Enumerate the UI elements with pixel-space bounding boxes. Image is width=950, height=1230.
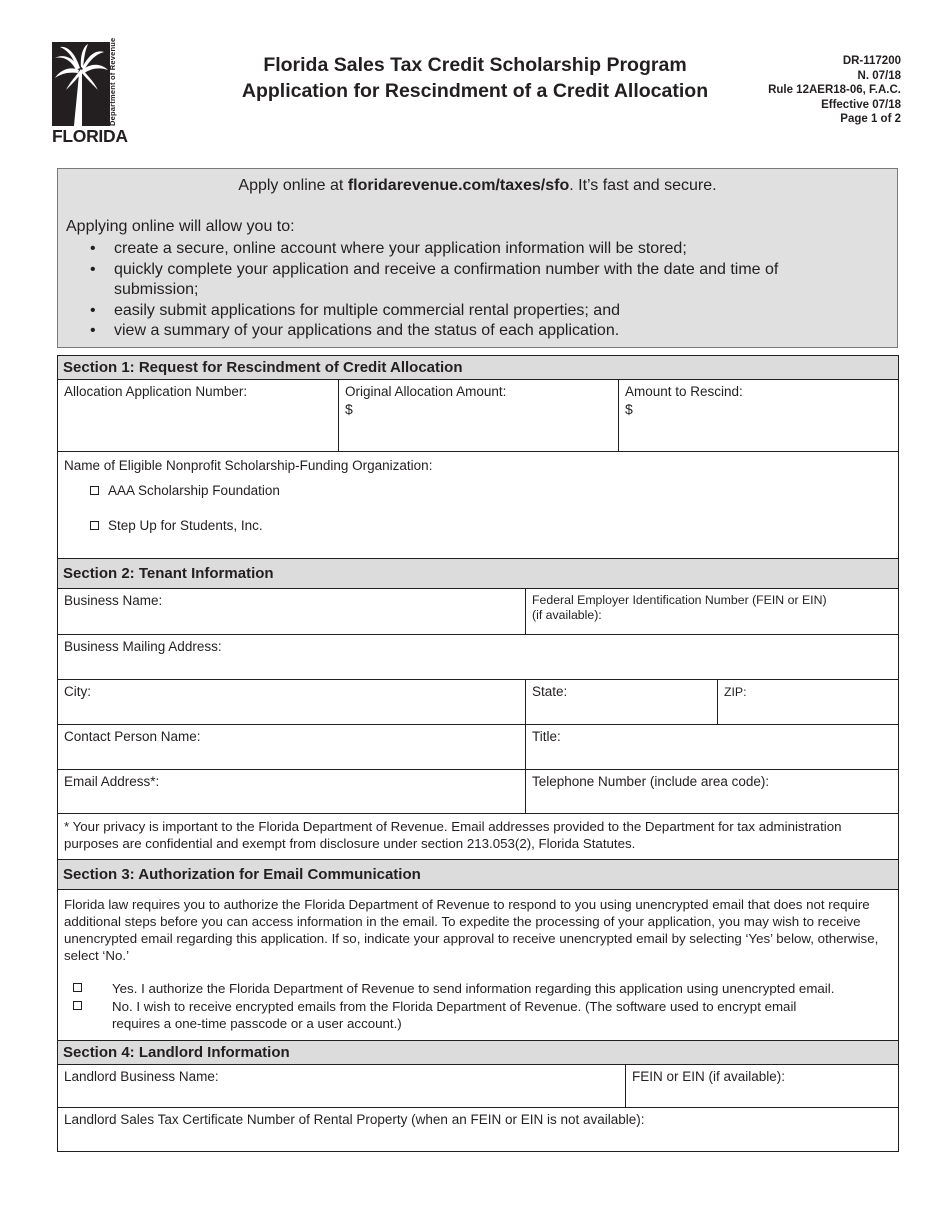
contact-name-field[interactable]: Contact Person Name: — [64, 729, 201, 744]
zip-field[interactable]: ZIP: — [717, 680, 898, 724]
amount-rescind-field[interactable]: Amount to Rescind: $ — [618, 380, 898, 451]
original-amount-field[interactable]: Original Allocation Amount: $ — [338, 380, 618, 451]
allocation-number-field[interactable]: Allocation Application Number: — [64, 384, 248, 399]
authorization-paragraph: Florida law requires you to authorize the Florida Department of Revenue to respond to you using unencrypted email that does not require additional steps before you can access information in the email. To expedite the processing of your application, you may wish to receive unencrypted email regarding this application. If so, indicate your approval to receive unencrypted email by selecting ‘Yes’ below, otherwise, select ‘No.’ — [64, 897, 879, 963]
email-phone-row — [58, 770, 898, 814]
checkbox-icon[interactable] — [90, 486, 99, 495]
certificate-number-field[interactable]: Landlord Sales Tax Certificate Number of Rental Property (when an FEIN or EIN is not available): — [64, 1112, 645, 1127]
form-identifier — [768, 54, 901, 127]
privacy-note: * Your privacy is important to the Florida Department of Revenue. Email addresses provided to the Department for tax administration purposes are confidential and exempt from disclosure under section 213.053(2), Florida Statutes. — [64, 819, 842, 851]
checkbox-icon[interactable] — [90, 521, 99, 530]
list-item: • view a summary of your applications and the status of each application. — [66, 321, 866, 342]
logo-wordmark: FLORIDA — [52, 126, 128, 146]
city-field[interactable]: City: — [64, 684, 91, 699]
list-item: • create a secure, online account where your application information will be stored; — [66, 239, 866, 260]
page-number: Page 1 of 2 — [840, 113, 901, 125]
contact-title-field[interactable]: Title: — [525, 725, 898, 769]
benefits-list — [66, 239, 866, 342]
title-line-2: Application for Rescindment of a Credit Allocation — [241, 80, 709, 102]
palm-tree-icon — [52, 42, 110, 126]
email-authorization — [58, 890, 898, 1041]
certificate-row — [58, 1108, 898, 1152]
checkbox-icon[interactable] — [73, 1001, 82, 1010]
section-4-header: Section 4: Landlord Information — [58, 1041, 898, 1065]
mailing-address-row — [58, 635, 898, 680]
sfo-label: Name of Eligible Nonprofit Scholarship-Funding Organization: — [64, 458, 433, 473]
checkbox-icon[interactable] — [73, 983, 82, 992]
section-3-header: Section 3: Authorization for Email Communication — [58, 860, 898, 890]
apply-online-line: Apply online at floridarevenue.com/taxes/sfo. It’s fast and secure. — [238, 177, 717, 194]
logo-side-text: Department of Revenue — [108, 37, 117, 126]
section-2-header: Section 2: Tenant Information — [58, 559, 898, 589]
sfo-option-aaa[interactable]: AAA Scholarship Foundation — [64, 473, 892, 508]
list-item: • easily submit applications for multiple commercial rental properties; and — [66, 301, 866, 322]
contact-row — [58, 725, 898, 770]
auth-no-option[interactable]: No. I wish to receive encrypted emails from the Florida Department of Revenue. (The software used to encrypt email requires a one-time passcode or a user account.) — [64, 998, 892, 1033]
privacy-note-row — [58, 814, 898, 860]
business-name-field[interactable]: Business Name: — [64, 593, 163, 608]
section-1-amounts-row — [58, 380, 898, 452]
florida-dor-logo — [52, 37, 128, 146]
page-title — [200, 52, 750, 104]
state-field[interactable]: State: — [525, 680, 717, 724]
phone-field[interactable]: Telephone Number (include area code): — [525, 770, 898, 813]
dollar-sign: $ — [345, 401, 353, 417]
application-form — [57, 355, 899, 1152]
authorization-options — [58, 980, 898, 1043]
email-field[interactable]: Email Address*: — [64, 774, 160, 789]
tenant-fein-field[interactable]: Federal Employer Identification Number (FEIN or EIN) (if available): — [525, 589, 898, 634]
apply-online-lead: Applying online will allow you to: — [66, 218, 295, 235]
title-line-1: Florida Sales Tax Credit Scholarship Program — [263, 54, 687, 76]
business-row — [58, 589, 898, 635]
apply-online-box — [57, 168, 898, 348]
sfo-option-step-up[interactable]: Step Up for Students, Inc. — [64, 508, 892, 543]
sfo-selection — [58, 452, 898, 559]
form-number: DR-117200 — [842, 55, 901, 67]
apply-online-link[interactable]: floridarevenue.com/taxes/sfo — [347, 177, 570, 194]
auth-yes-option[interactable]: Yes. I authorize the Florida Department of Revenue to send information regarding this application using unencrypted email. — [64, 980, 892, 998]
list-item: • quickly complete your application and receive a confirmation number with the date and time of submission; — [66, 260, 866, 301]
dollar-sign: $ — [625, 401, 633, 417]
landlord-name-field[interactable]: Landlord Business Name: — [64, 1069, 219, 1084]
landlord-fein-field[interactable]: FEIN or EIN (if available): — [625, 1065, 898, 1107]
form-rule: Rule 12AER18-06, F.A.C. — [768, 84, 901, 96]
form-effective: Effective 07/18 — [821, 98, 901, 111]
mailing-address-field[interactable]: Business Mailing Address: — [64, 639, 222, 654]
section-1-header: Section 1: Request for Rescindment of Credit Allocation — [58, 356, 898, 380]
landlord-row — [58, 1065, 898, 1108]
form-revision: N. 07/18 — [857, 69, 901, 82]
city-state-zip-row — [58, 680, 898, 725]
